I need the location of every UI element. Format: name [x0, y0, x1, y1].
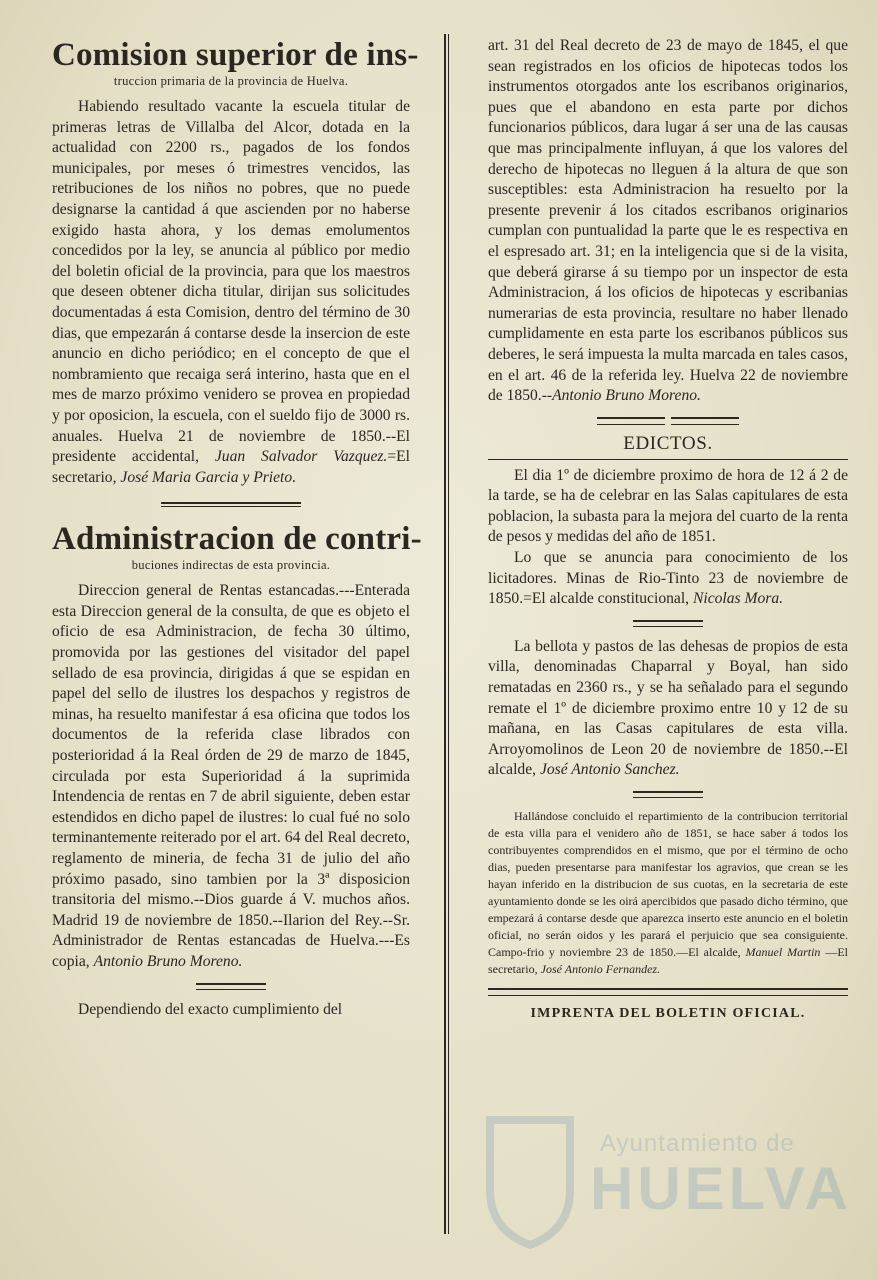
- shield-icon: [480, 1110, 580, 1250]
- notice-administracion-body: [52, 581, 410, 972]
- edictos-heading: EDICTOS.: [623, 432, 713, 454]
- heading-rule: [488, 459, 848, 460]
- column-divider: [444, 34, 446, 1234]
- edicto-subasta-closing: [488, 548, 848, 610]
- signature-connector: =El secretario,: [52, 448, 410, 486]
- edicto-divider: [633, 791, 703, 798]
- signature-continued: Antonio Bruno Moreno.: [552, 387, 701, 405]
- watermark-line1: Ayuntamiento de: [600, 1130, 795, 1157]
- footer-rule: [488, 988, 848, 996]
- edicto-repartimiento-text: Hallándose concluido el repartimiento de la contribucion territorial de esta villa para el venidero año de 1851, se hace saber á todos los contribuyentes comprendidos en el mismo, que por el término de ocho dias, pueden presentarse para manifestar los agravios, que crean se les hayan inferido en la distribucion de sus cuotas, en la secretaria de este ayuntamiento donde se les oirá apercibidos que pasado dicho término, que empezará á contarse desde que aparezca inserto este anuncio en el boletin oficial, no serán oidos y les parará el perjuicio que sea consiguiente. Campo-frio y noviembre 23 de 1850.—El alcalde,: [488, 809, 848, 959]
- signature-connector-campofrio: —El secretario,: [488, 945, 848, 976]
- notice-administracion-text: Direccion general de Rentas estancadas.---Enterada esta Direccion general de la consulta, de que es objeto el oficio de esa Administracion, de fecha 30 último, promovida por las gestiones del visitador del papel sellado de esa provincia, dirigidas á que se espidan en papel del sello de ilustres los despachos y registros de minas, ha resuelto manifestar á esa oficina que todos los documentos de la referida clase librados con posterioridad á la Real órden de 29 de marzo de 1845, circulada por esta Superioridad á la suprimida Intendencia de rentas en 7 de abril siguiente, deben estar estendidos en dicho papel de ilustres: lo cual fué no solo terminantemente reiterado por el art. 64 del Real decreto, reglamento de mineria, de fecha 31 de julio del año próximo pasado, sino tambien por la 3ª disposicion transitoria del mismo.--Dios guarde á V. muchos años. Madrid 19 de noviembre de 1850.--Ilarion del Rey.--Sr. Administrador de Rentas estancadas de Huelva.---Es copia,: [52, 582, 410, 970]
- section-subtitle-comision: truccion primaria de la provincia de Huelva.: [113, 74, 349, 88]
- section-title-comision: Comision superior de ins-: [52, 37, 419, 73]
- left-column: [52, 36, 422, 1020]
- notice-comision-text: Habiendo resultado vacante la escuela titular de primeras letras de Villalba del Alcor, dotada en la actualidad con 2200 rs., pagados de los fondos municipales, por meses ó trimestres vencidos, las retribuciones de los niños no pobres, que no puede designarse la cantidad á que ascienden por no haberse exigido hasta ahora, y los demas emolumentos concedidos por la ley, se anuncia al público por medio del boletin oficial de la provincia, para que los maestros que deseen obtener dicha titular, dirijan sus solicitudes documentadas á esta Comision, dentro del término de 30 dias, que empezarán á contarse desde la insercion de este anuncio en dicho periódico; en el concepto de que el nombramiento que recaiga será interino, hasta que en el mes de marzo próximo venidero se provea en propiedad y por oposicion, la escuela, con el sueldo fijo de 3000 rs. anuales. Huelva 21 de noviembre de 1850.--El presidente accidental,: [52, 98, 410, 466]
- section-subtitle-administracion: buciones indirectas de esta provincia.: [131, 558, 331, 573]
- continuation-line: Dependiendo del exacto cumplimiento del: [78, 1000, 343, 1018]
- signature-secretario-campofrio: José Antonio Fernandez.: [540, 962, 661, 976]
- signature-secretario: José Maria Garcia y Prieto.: [120, 468, 297, 486]
- signature-administrador: Antonio Bruno Moreno.: [93, 952, 243, 970]
- edicto-divider: [633, 620, 703, 627]
- right-column: [488, 36, 848, 1022]
- signature-alcalde-arroyomolinos: José Antonio Sanchez.: [539, 761, 680, 779]
- archive-watermark: [480, 1110, 852, 1260]
- notice-continued-text: art. 31 del Real decreto de 23 de mayo de 1845, el que sean registrados en los oficios de hipotecas todos los instrumentos otorgados ante los escribanos originarios, pues que el abandono en esta parte por dichos funcionarios públicos, dara lugar á ser una de las causas que mas principalmente influyan, á que los valores del derecho de hipotecas no lleguen á la altura de que son susceptibles: esta Administracion ha resuelto por la presente prevenir á los citados escribanos originarios cumplan con puntualidad la parte que le es respectiva en el espresado art. 31; en la inteligencia que si de la visita, que deberá girarse á su tiempo por un inspector de esta Administracion, á los oficios de hipotecas y escribanias numerarias de esta provincia, resultare no haber llenado cumplidamente en esta parte los escribanos públicos sus deberes, le será impuesta la multa marcada en tales casos, en el art. 46 de la referida ley. Huelva 22 de noviembre de 1850.--: [488, 37, 848, 405]
- edicto-repartimiento: [488, 808, 848, 978]
- edicto-repartimiento-body: [488, 808, 848, 978]
- signature-alcalde-riotinto: Nicolas Mora.: [692, 590, 784, 608]
- signature-presidente: Juan Salvador Vazquez.: [214, 448, 388, 466]
- section-divider-short: [196, 983, 266, 990]
- watermark-line2: HUELVA: [590, 1155, 852, 1222]
- double-divider: [488, 417, 848, 425]
- section-divider: [161, 502, 301, 508]
- imprenta-footer: IMPRENTA DEL BOLETIN OFICIAL.: [530, 1006, 806, 1021]
- edicto-subasta-closing-text: Lo que se anuncia para conocimiento de los licitadores. Minas de Rio-Tinto 23 de noviembre de 1850.=El alcalde constitucional,: [488, 549, 848, 608]
- edicto-bellota-body: [488, 637, 848, 781]
- column-divider-thin: [448, 34, 449, 1234]
- notice-continued-body: [488, 36, 848, 407]
- edicto-bellota-text: La bellota y pastos de las dehesas de propios de esta villa, denominadas Chaparral y Boyal, han sido rematadas en 2360 rs., y se ha señalado para el segundo remate el 1º de diciembre proximo entre 10 y 12 de su mañana, en las Casas capitulares de esta villa. Arroyomolinos de Leon 20 de noviembre de 1850.--El alcalde,: [488, 637, 848, 779]
- notice-comision-body: [52, 97, 410, 488]
- edicto-subasta-body: El dia 1º de diciembre proximo de hora de 12 á 2 de la tarde, se ha de celebrar en las Salas capitulares de esta poblacion, la subasta para la mejora del cuarto de la renta de pesos y medidas del año de 1851.: [488, 466, 848, 546]
- section-title-administracion: Administracion de contri-: [52, 521, 422, 558]
- signature-alcalde-campofrio: Manuel Martin: [745, 945, 821, 959]
